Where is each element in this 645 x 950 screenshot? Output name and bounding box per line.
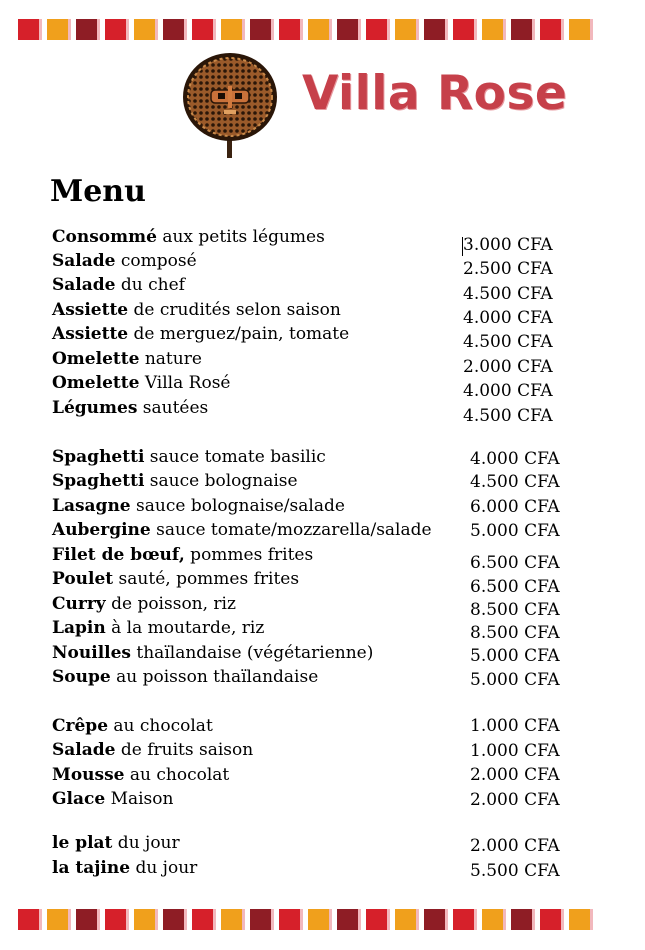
menu-item-name: Poulet <box>52 569 114 589</box>
menu-item-description: de poisson, riz <box>105 594 236 614</box>
menu-item-name: Omelette <box>52 373 140 393</box>
menu-item-price: 2.000 CFA <box>470 765 560 785</box>
menu-item-name: Curry <box>52 594 106 614</box>
menu-item-name: le plat <box>52 833 113 853</box>
menu-item <box>52 300 341 320</box>
menu-item-description: Maison <box>105 789 174 809</box>
border-square <box>424 909 445 930</box>
border-square <box>366 19 387 40</box>
border-square <box>337 19 358 40</box>
border-square <box>105 19 126 40</box>
menu-item-description: nature <box>139 349 202 369</box>
menu-item <box>52 520 432 540</box>
menu-item <box>52 765 229 785</box>
menu-item-price: 4.000 CFA <box>470 449 560 469</box>
page-title: Menu <box>50 174 146 209</box>
menu-item <box>52 349 202 369</box>
menu-item-description: du chef <box>115 275 185 295</box>
menu-item <box>52 740 253 760</box>
decorative-border-bottom <box>18 909 630 931</box>
border-square <box>192 19 213 40</box>
menu-item-price: 2.500 CFA <box>463 259 553 279</box>
menu-item-description: sautées <box>137 398 209 418</box>
menu-item-description: au chocolat <box>124 765 230 785</box>
border-square <box>192 909 213 930</box>
menu-item <box>52 716 213 736</box>
menu-item <box>52 324 349 344</box>
border-square <box>308 19 329 40</box>
menu-item-price: 6.500 CFA <box>470 553 560 573</box>
border-square <box>221 19 242 40</box>
border-square <box>511 909 532 930</box>
menu-item-price: 3.000 CFA <box>463 235 553 255</box>
menu-item-name: Salade <box>52 740 116 760</box>
menu-item-description: sauté, pommes frites <box>113 569 300 589</box>
menu-item-price: 4.000 CFA <box>463 308 553 328</box>
menu-item-name: Soupe <box>52 667 111 687</box>
menu-item-name: Omelette <box>52 349 140 369</box>
menu-item-description: de fruits saison <box>115 740 254 760</box>
menu-item <box>52 618 264 638</box>
menu-item <box>52 833 180 853</box>
border-square <box>569 19 590 40</box>
border-square <box>47 909 68 930</box>
border-square <box>395 19 416 40</box>
menu-item <box>52 398 208 418</box>
border-square <box>424 19 445 40</box>
menu-item-price: 4.500 CFA <box>463 406 553 426</box>
border-square <box>163 19 184 40</box>
menu-item-price: 2.000 CFA <box>470 836 560 856</box>
border-square <box>250 19 271 40</box>
border-square <box>453 909 474 930</box>
african-mask-icon <box>180 50 280 160</box>
menu-item-name: Assiette <box>52 324 129 344</box>
menu-item-description: pommes frites <box>184 545 314 565</box>
border-square <box>279 19 300 40</box>
border-square <box>395 909 416 930</box>
menu-item-name: Salade <box>52 251 116 271</box>
menu-item <box>52 594 236 614</box>
border-square <box>134 19 155 40</box>
border-square <box>163 909 184 930</box>
border-square <box>279 909 300 930</box>
menu-item-name: Lasagne <box>52 496 131 516</box>
menu-item-price: 5.000 CFA <box>470 521 560 541</box>
border-square <box>337 909 358 930</box>
menu-item-price: 8.500 CFA <box>470 600 560 620</box>
border-square <box>76 909 97 930</box>
menu-item-price: 6.500 CFA <box>470 577 560 597</box>
menu-item-name: Crêpe <box>52 716 109 736</box>
menu-item-name: la tajine <box>52 858 131 878</box>
menu-item-price: 8.500 CFA <box>470 623 560 643</box>
menu-item <box>52 789 173 809</box>
border-square <box>366 909 387 930</box>
menu-item <box>52 251 197 271</box>
menu-item-name: Spaghetti <box>52 471 145 491</box>
border-square <box>569 909 590 930</box>
border-square <box>18 19 39 40</box>
decorative-border-top <box>18 19 630 41</box>
border-square <box>47 19 68 40</box>
border-square <box>134 909 155 930</box>
menu-item-name: Glace <box>52 789 106 809</box>
menu-item <box>52 569 299 589</box>
menu-item-price: 6.000 CFA <box>470 497 560 517</box>
menu-item-name: Nouilles <box>52 643 131 663</box>
menu-item-description: du jour <box>112 833 180 853</box>
menu-item-name: Aubergine <box>52 520 151 540</box>
menu-item-name: Assiette <box>52 300 129 320</box>
menu-item-name: Salade <box>52 275 116 295</box>
menu-item-description: composé <box>115 251 197 271</box>
menu-item-price: 1.000 CFA <box>470 741 560 761</box>
border-square <box>511 19 532 40</box>
border-square <box>250 909 271 930</box>
border-square <box>18 909 39 930</box>
border-square <box>221 909 242 930</box>
menu-item <box>52 496 345 516</box>
border-square <box>453 19 474 40</box>
menu-item-description: aux petits légumes <box>156 227 325 247</box>
menu-item-name: Spaghetti <box>52 447 145 467</box>
menu-item <box>52 275 185 295</box>
menu-item-name: Légumes <box>52 398 138 418</box>
menu-item-name: Filet de bœuf, <box>52 545 185 565</box>
menu-item-description: Villa Rosé <box>139 373 231 393</box>
menu-item-price: 4.500 CFA <box>470 472 560 492</box>
menu-item-description: au poisson thaïlandaise <box>110 667 319 687</box>
menu-item-price: 2.000 CFA <box>470 790 560 810</box>
menu-item-price: 4.000 CFA <box>463 381 553 401</box>
menu-item <box>52 667 318 687</box>
menu-item-description: du jour <box>130 858 198 878</box>
menu-item-description: sauce tomate basilic <box>144 447 326 467</box>
menu-item-description: thaïlandaise (végétarienne) <box>131 643 374 663</box>
menu-item <box>52 643 373 663</box>
menu-item-price: 5.000 CFA <box>470 646 560 666</box>
menu-item-price: 4.500 CFA <box>463 284 553 304</box>
menu-item-description: sauce bolognaise/salade <box>130 496 345 516</box>
menu-item-price: 5.500 CFA <box>470 861 560 881</box>
border-square <box>308 909 329 930</box>
menu-item <box>52 227 325 247</box>
menu-item-description: sauce tomate/mozzarella/salade <box>150 520 432 540</box>
menu-item-price: 4.500 CFA <box>463 332 553 352</box>
menu-item-price: 5.000 CFA <box>470 670 560 690</box>
border-square <box>482 909 503 930</box>
border-square <box>76 19 97 40</box>
border-square <box>540 19 561 40</box>
menu-item-description: au chocolat <box>108 716 213 736</box>
menu-item <box>52 858 197 878</box>
menu-item-price: 2.000 CFA <box>463 357 553 377</box>
menu-item <box>52 471 298 491</box>
menu-item <box>52 373 230 393</box>
menu-item-name: Lapin <box>52 618 106 638</box>
menu-item-price: 1.000 CFA <box>470 716 560 736</box>
restaurant-name: Villa Rose <box>302 66 568 121</box>
menu-item <box>52 545 313 565</box>
menu-item-description: à la moutarde, riz <box>105 618 265 638</box>
menu-item-name: Mousse <box>52 765 125 785</box>
menu-item <box>52 447 326 467</box>
menu-item-name: Consommé <box>52 227 157 247</box>
menu-item-description: de crudités selon saison <box>128 300 341 320</box>
border-square <box>105 909 126 930</box>
menu-item-description: de merguez/pain, tomate <box>128 324 350 344</box>
menu-item-description: sauce bolognaise <box>144 471 298 491</box>
border-square <box>482 19 503 40</box>
border-square <box>540 909 561 930</box>
